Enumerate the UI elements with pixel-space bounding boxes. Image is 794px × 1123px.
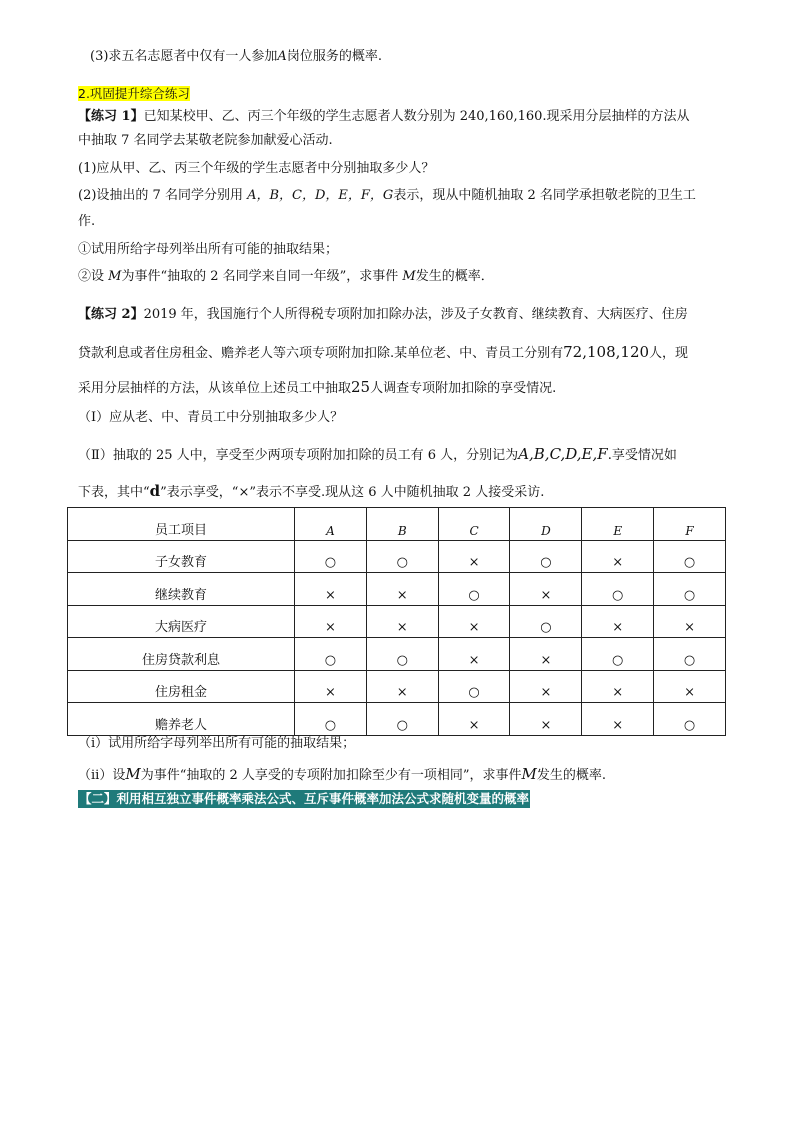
table-cell: × <box>654 670 726 703</box>
exercise-1-q2: (2)设抽出的 7 名同学分别用 A，B，C，D，E，F，G表示，现从中随机抽取 2 名同学承担敬老院的卫生工 <box>78 188 696 203</box>
table-cell: 子女教育 <box>68 540 295 573</box>
table-cell: × <box>366 573 438 606</box>
table-header-cell: A <box>295 508 367 541</box>
table-cell: × <box>438 540 510 573</box>
exercise-2-q2: （Ⅱ）抽取的 25 人中，享受至少两项专项附加扣除的员工有 6 人，分别记为A,B,C,D,E,F.享受情况如 <box>78 445 677 463</box>
benefit-table <box>67 507 726 736</box>
table-cell: × <box>654 605 726 638</box>
table-header-cell: D <box>510 508 582 541</box>
exercise-2-q1: （Ⅰ）应从老、中、青员工中分别抽取多少人？ <box>78 410 344 425</box>
table-cell: ○ <box>654 703 726 736</box>
table-cell: × <box>295 573 367 606</box>
table-cell: × <box>295 605 367 638</box>
table-cell: 大病医疗 <box>68 605 295 638</box>
exercise-2-sub-i: （i）试用所给字母列举出所有可能的抽取结果； <box>78 736 356 751</box>
table-cell: × <box>582 605 654 638</box>
exercise-2-line-1: 【练习 2】2019 年，我国施行个人所得税专项附加扣除办法，涉及子女教育、继续教育、大病医疗、住房 <box>78 307 688 322</box>
table-cell: ○ <box>654 638 726 671</box>
exercise-1-sub-2: ②设 M为事件“抽取的 2 名同学来自同一年级”，求事件 M发生的概率． <box>78 269 494 284</box>
table-cell: ○ <box>366 638 438 671</box>
table-cell: ○ <box>582 573 654 606</box>
table-row <box>68 638 726 671</box>
check-mark-symbol: d <box>149 482 161 500</box>
table-cell: × <box>582 703 654 736</box>
exercise-1-q2-cont: 作. <box>78 214 96 229</box>
table-cell: × <box>438 605 510 638</box>
exercise-2-line-2: 贷款利息或者住房租金、赡养老人等六项专项附加扣除.某单位老、中、青员工分别有72,108,120人，现 <box>78 343 689 361</box>
table-row <box>68 703 726 736</box>
exercise-2-line-3: 采用分层抽样的方法，从该单位上述员工中抽取25人调查专项附加扣除的享受情况. <box>78 378 557 396</box>
table-cell: × <box>438 638 510 671</box>
table-cell: ○ <box>438 670 510 703</box>
table-cell: ○ <box>366 703 438 736</box>
table-cell: ○ <box>295 540 367 573</box>
table-row <box>68 540 726 573</box>
highlighted-heading: 2.巩固提升综合练习 <box>78 86 190 101</box>
table-cell: ○ <box>510 540 582 573</box>
table-header-cell: 员工项目 <box>68 508 295 541</box>
table-cell: ○ <box>366 540 438 573</box>
table-cell: × <box>366 605 438 638</box>
table-cell: ○ <box>510 605 582 638</box>
table-cell: 继续教育 <box>68 573 295 606</box>
table-cell: 住房租金 <box>68 670 295 703</box>
table-header-row <box>68 508 726 541</box>
table-cell: × <box>582 670 654 703</box>
table-row <box>68 670 726 703</box>
table-header-cell: B <box>366 508 438 541</box>
table-cell: 住房贷款利息 <box>68 638 295 671</box>
table-cell: × <box>582 540 654 573</box>
section-heading-2 <box>78 84 190 105</box>
table-cell: ○ <box>654 540 726 573</box>
table-cell: ○ <box>582 638 654 671</box>
table-cell: × <box>510 638 582 671</box>
table-cell: ○ <box>295 703 367 736</box>
exercise-1-sub-1: ①试用所给字母列举出所有可能的抽取结果； <box>78 242 339 257</box>
table-cell: 赡养老人 <box>68 703 295 736</box>
exercise-1-line-2: 中抽取 7 名同学去某敬老院参加献爱心活动. <box>78 133 333 148</box>
question-3: (3)求五名志愿者中仅有一人参加A岗位服务的概率. <box>90 49 382 64</box>
table-cell: × <box>510 670 582 703</box>
exercise-2-sub-ii: （ii）设M为事件“抽取的 2 人享受的专项附加扣除至少有一项相同”，求事件M发生的概率. <box>78 765 607 783</box>
table-cell: × <box>366 670 438 703</box>
table-cell: × <box>510 573 582 606</box>
exercise-1-line-1: 【练习 1】已知某校甲、乙、丙三个年级的学生志愿者人数分别为 240,160,160.现采用分层抽样的方法从 <box>78 109 690 124</box>
table-row <box>68 605 726 638</box>
table-header-cell: C <box>438 508 510 541</box>
exercise-2-q2-cont: 下表，其中“d”表示享受，“×”表示不享受.现从这 6 人中随机抽取 2 人接受采访. <box>78 482 545 500</box>
table-cell: ○ <box>295 638 367 671</box>
exercise-1-q1: (1)应从甲、乙、丙三个年级的学生志愿者中分别抽取多少人？ <box>78 161 435 176</box>
table-row <box>68 573 726 606</box>
table-cell: × <box>295 670 367 703</box>
table-cell: ○ <box>438 573 510 606</box>
table-header-cell: F <box>654 508 726 541</box>
table-cell: ○ <box>654 573 726 606</box>
table-cell: × <box>510 703 582 736</box>
section-2-heading: 【二】利用相互独立事件概率乘法公式、互斥事件概率加法公式求随机变量的概率 <box>79 791 530 806</box>
table-header-cell: E <box>582 508 654 541</box>
table-cell: × <box>438 703 510 736</box>
